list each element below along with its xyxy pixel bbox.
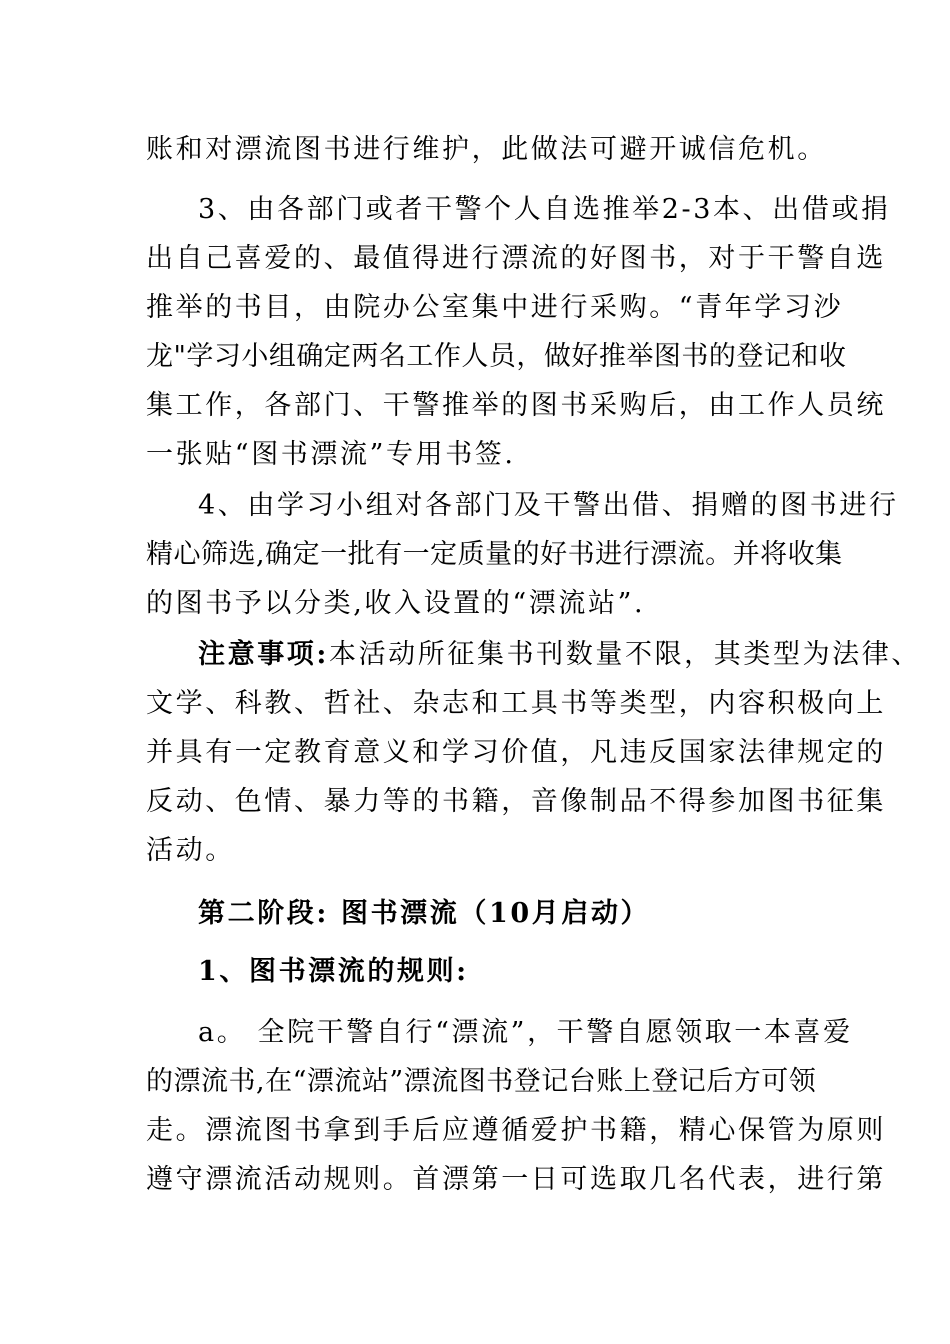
paragraph-line: 文学、科教、哲社、杂志和工具书等类型，内容积极向上 [146,688,886,719]
paragraph-line: 的图书予以分类,收入设置的“漂流站”. [146,588,646,619]
subsection-heading: 1、图书漂流的规则: [198,956,469,987]
paragraph-line: 出自己喜爱的、最值得进行漂流的好图书，对于干警自选 [146,243,886,274]
paragraph-line: 活动。 [146,835,235,866]
paragraph-line: a。 全院干警自行“漂流”，干警自愿领取一本喜爱 [198,1017,853,1048]
paragraph-line: 并具有一定教育意义和学习价值，凡违反国家法律规定的 [146,737,886,768]
section-heading: 第二阶段: 图书漂流（10月启动） [198,898,651,929]
paragraph-line: 的漂流书,在“漂流站”漂流图书登记台账上登记后方可领 [146,1066,817,1097]
paragraph-line: 遵守漂流活动规则。首漂第一日可选取几名代表，进行第 [146,1164,886,1195]
paragraph-line: 集工作，各部门、干警推举的图书采购后，由工作人员统 [146,390,886,421]
notice-text: 本活动所征集书刊数量不限，其类型为法律、 [328,639,921,670]
paragraph-line: 推举的书目，由院办公室集中进行采购。“青年学习沙 [146,292,844,323]
paragraph-line: 一张贴“图书漂流”专用书签. [146,439,516,470]
paragraph-line: 反动、色情、暴力等的书籍，音像制品不得参加图书征集 [146,786,886,817]
paragraph-line: 4、由学习小组对各部门及干警出借、捐赠的图书进行 [198,490,899,521]
notice-line [198,638,921,672]
paragraph-line: 龙"学习小组确定两名工作人员，做好推举图书的登记和收 [146,341,847,372]
notice-label: 注意事项: [198,639,329,670]
paragraph-line: 3、由各部门或者干警个人自选推举2-3本、出借或捐 [198,194,891,225]
paragraph-line: 账和对漂流图书进行维护，此做法可避开诚信危机。 [146,134,827,165]
paragraph-line: 走。漂流图书拿到手后应遵循爱护书籍，精心保管为原则 [146,1115,886,1146]
paragraph-line: 精心筛选,确定一批有一定质量的好书进行漂流。并将收集 [146,539,843,570]
